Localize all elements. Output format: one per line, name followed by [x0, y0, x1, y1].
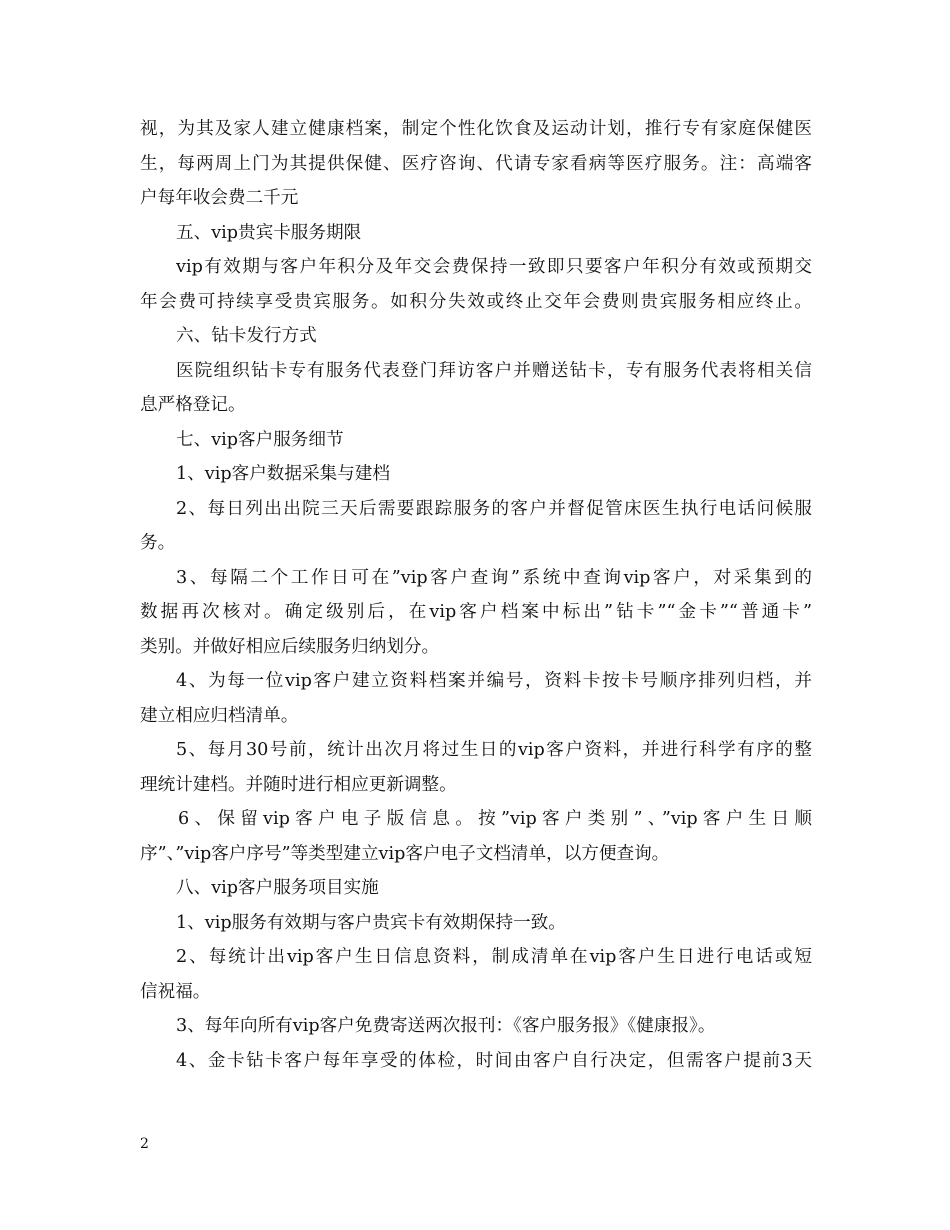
text-line: 2、每统计出vip客户生日信息资料，制成清单在vip客户生日进行电话或短	[176, 947, 812, 967]
text-line: 六、钻卡发行方式	[176, 326, 317, 346]
text-line: 数据再次核对。确定级别后，在vip客户档案中标出”钻卡”“金卡”“普通卡”	[140, 602, 812, 622]
text-line: 序”、”vip客户序号”等类型建立vip客户电子文档清单，以方便查询。	[140, 843, 670, 864]
page-number: 2	[140, 1136, 149, 1152]
text-line: 八、vip客户服务项目实施	[176, 878, 379, 898]
text-line: 医院组织钻卡专有服务代表登门拜访客户并赠送钻卡，专有服务代表将相关信	[176, 360, 812, 381]
text-line: 息严格登记。	[140, 395, 246, 415]
text-line: 视，为其及家人建立健康档案，制定个性化饮食及运动计划，推行专有家庭保健医	[140, 119, 812, 139]
text-line: 3、每隔二个工作日可在”vip客户查询”系统中查询vip客户，对采集到的	[176, 567, 812, 588]
text-line: 类别。并做好相应后续服务归纳划分。	[140, 636, 440, 657]
text-line: 4、为每一位vip客户建立资料档案并编号，资料卡按卡号顺序排列归档，并	[176, 671, 812, 691]
text-line: 3、每年向所有vip客户免费寄送两次报刊：《客户服务报》《健康报》。	[176, 1016, 716, 1036]
text-line: 生，每两周上门为其提供保健、医疗咨询、代请专家看病等医疗服务。注：高端客	[140, 153, 812, 174]
text-line: 理统计建档。并随时进行相应更新调整。	[140, 774, 457, 795]
text-line: 4、金卡钻卡客户每年享受的体检，时间由客户自行决定，但需客户提前3天	[176, 1050, 812, 1071]
text-line: 1、vip服务有效期与客户贵宾卡有效期保持一致。	[176, 912, 566, 933]
text-line: 建立相应归档清单。	[140, 705, 299, 726]
text-line: 年会费可持续享受贵宾服务。如积分失效或终止交年会费则贵宾服务相应终止。	[140, 291, 812, 312]
text-line: 七、vip客户服务细节	[176, 429, 344, 450]
text-line: 务。	[140, 533, 176, 553]
text-line: 2、每日列出出院三天后需要跟踪服务的客户并督促管床医生执行电话问候服	[176, 498, 812, 519]
text-line: 信祝福。	[140, 981, 211, 1002]
text-line: 五、vip贵宾卡服务期限	[176, 222, 362, 243]
text-line: vip有效期与客户年积分及年交会费保持一致即只要客户年积分有效或预期交	[176, 257, 812, 277]
text-line: 6、保留vip客户电子版信息。按”vip客户类别”、”vip客户生日顺	[178, 809, 812, 829]
text-line: 户每年收会费二千元	[140, 188, 299, 208]
text-line: 5、每月30号前，统计出次月将过生日的vip客户资料，并进行科学有序的整	[176, 740, 812, 760]
document-body	[140, 112, 812, 1078]
text-line: 1、vip客户数据采集与建档	[176, 464, 390, 484]
